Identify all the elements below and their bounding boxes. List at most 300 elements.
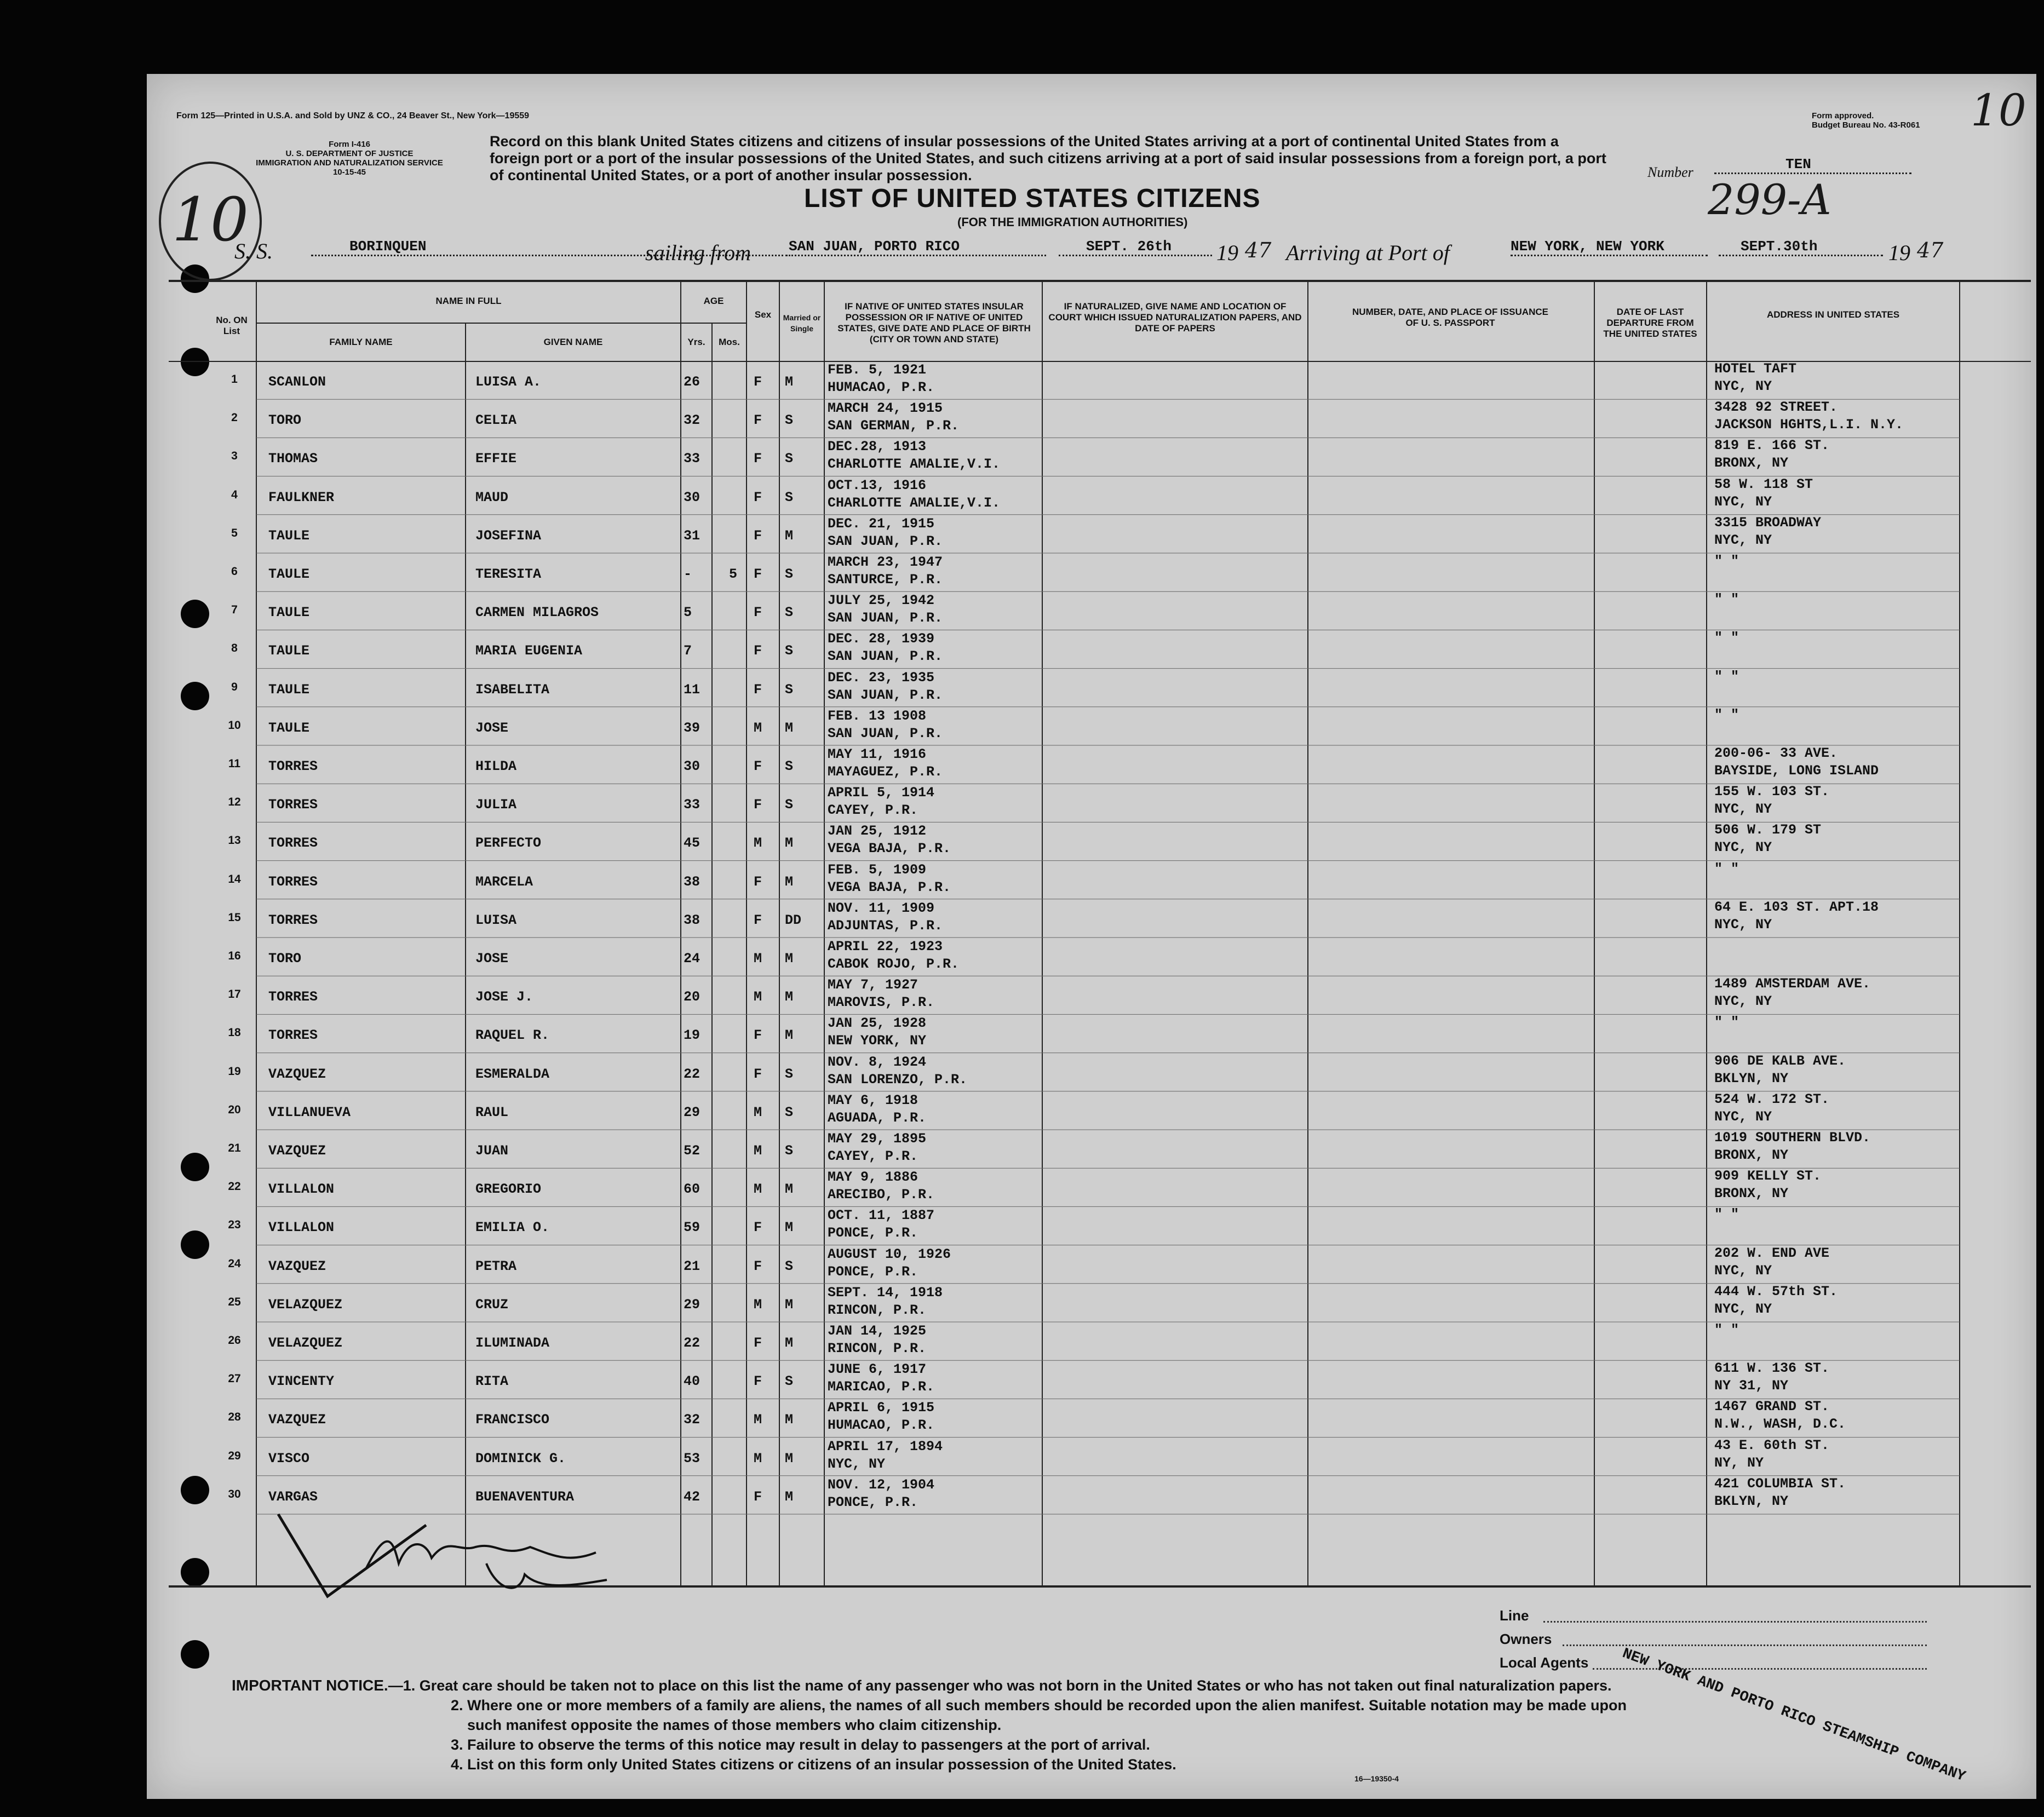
- row-number: 27: [228, 1372, 241, 1385]
- birth-place: MARICAO, P.R.: [828, 1379, 935, 1395]
- row-number: 17: [228, 988, 241, 1001]
- age-years: 45: [684, 835, 701, 852]
- address-line1: 43 E. 60th ST.: [1714, 1437, 1830, 1453]
- row-number: 21: [228, 1142, 241, 1154]
- marital-status: DD: [785, 912, 802, 928]
- address-line2: BRONX, NY: [1714, 1186, 1789, 1202]
- age-years: 26: [684, 374, 701, 390]
- address-line1: " ": [1714, 1322, 1739, 1338]
- given-name: CRUZ: [475, 1296, 509, 1313]
- given-name: RAUL: [475, 1104, 509, 1120]
- birth-date: APRIL 17, 1894: [828, 1438, 943, 1454]
- notice-3: 3. Failure to observe the terms of this notice may result in delay to passengers at the port of arrival.: [451, 1737, 1150, 1753]
- signature-mark: [267, 1503, 640, 1613]
- row-number: 5: [231, 526, 238, 539]
- birth-place: VEGA BAJA, P.R.: [828, 841, 951, 857]
- sex: M: [754, 989, 762, 1005]
- birth-place: PONCE, P.R.: [828, 1263, 918, 1280]
- address-line1: " ": [1714, 1014, 1739, 1031]
- address-line1: 202 W. END AVE: [1714, 1245, 1830, 1261]
- family-name: TAULE: [268, 605, 310, 621]
- address-line2: NYC, NY: [1714, 1301, 1772, 1317]
- col-mos: Mos.: [719, 337, 740, 347]
- row-number: 13: [228, 834, 241, 847]
- age-years: 32: [684, 1412, 701, 1428]
- given-name: JULIA: [475, 797, 517, 813]
- row-number: 4: [231, 488, 238, 501]
- sex: M: [754, 720, 762, 736]
- col-address: ADDRESS IN UNITED STATES: [1766, 309, 1900, 320]
- birth-place: HUMACAO, P.R.: [828, 1417, 935, 1434]
- marital-status: S: [785, 643, 794, 659]
- marital-status: M: [785, 1027, 794, 1044]
- age-years: 38: [684, 912, 701, 928]
- birth-date: JAN 14, 1925: [828, 1323, 927, 1339]
- row-number: 25: [228, 1295, 241, 1308]
- given-name: JUAN: [475, 1143, 509, 1159]
- given-name: GREGORIO: [475, 1181, 542, 1198]
- address-line1: HOTEL TAFT: [1714, 361, 1797, 377]
- given-name: TERESITA: [475, 566, 542, 582]
- table-row: [147, 976, 2036, 1016]
- row-number: 10: [228, 718, 241, 732]
- family-name: VILLALON: [268, 1181, 335, 1198]
- family-name: VELAZQUEZ: [268, 1296, 343, 1313]
- age-years: 33: [684, 451, 701, 467]
- col-family-name: FAMILY NAME: [329, 337, 393, 347]
- marital-status: M: [785, 989, 794, 1005]
- marital-status: S: [785, 451, 794, 467]
- passenger-rows: [147, 361, 2036, 1580]
- address-line1: 611 W. 136 ST.: [1714, 1360, 1830, 1377]
- table-row: [147, 1130, 2036, 1170]
- birth-date: FEB. 5, 1909: [828, 861, 927, 878]
- row-number: 16: [228, 950, 241, 962]
- marital-status: M: [785, 835, 794, 852]
- address-line2: NYC, NY: [1714, 801, 1772, 818]
- col-married: Married or Single: [783, 313, 821, 333]
- address-line2: N.W., WASH, D.C.: [1714, 1416, 1846, 1433]
- family-name: VAZQUEZ: [268, 1258, 326, 1274]
- birth-date: MAY 29, 1895: [828, 1131, 927, 1147]
- marital-status: S: [785, 797, 794, 813]
- circled-mark: 10: [159, 162, 262, 281]
- address-line1: 506 W. 179 ST: [1714, 822, 1822, 838]
- sailing-from: SAN JUAN, PORTO RICO: [789, 238, 1046, 256]
- birth-place: PONCE, P.R.: [828, 1225, 918, 1241]
- address-line1: 64 E. 103 ST. APT.18: [1714, 899, 1879, 915]
- instructions-line: of continental United States, or a port of another insular possession.: [490, 167, 972, 183]
- age-years: 20: [684, 989, 701, 1005]
- table-row: [147, 630, 2036, 670]
- birth-date: MARCH 23, 1947: [828, 554, 943, 570]
- given-name: FRANCISCO: [475, 1412, 550, 1428]
- sailing-year-prefix: 19: [1216, 240, 1238, 265]
- age-years: 52: [684, 1143, 701, 1159]
- line-field: [1543, 1621, 1927, 1623]
- address-line1: 524 W. 172 ST.: [1714, 1091, 1830, 1107]
- marital-status: M: [785, 1335, 794, 1351]
- row-number: 19: [228, 1065, 241, 1078]
- sex: F: [754, 873, 762, 890]
- table-row: [147, 476, 2036, 517]
- family-name: TORRES: [268, 989, 318, 1005]
- agency-service: IMMIGRATION AND NATURALIZATION SERVICE: [256, 158, 443, 168]
- row-number: 9: [231, 680, 238, 693]
- page-title: LIST OF UNITED STATES CITIZENS: [804, 184, 1261, 213]
- given-name: ISABELITA: [475, 681, 550, 698]
- age-years: 38: [684, 873, 701, 890]
- birth-place: SAN JUAN, P.R.: [828, 610, 943, 626]
- birth-date: MAY 9, 1886: [828, 1169, 918, 1186]
- given-name: CELIA: [475, 412, 517, 429]
- sex: F: [754, 758, 762, 774]
- birth-place: MAROVIS, P.R.: [828, 994, 935, 1011]
- marital-status: M: [785, 527, 794, 544]
- col-sex: Sex: [754, 309, 772, 320]
- address-line1: 58 W. 118 ST: [1714, 476, 1813, 492]
- address-line2: BRONX, NY: [1714, 1147, 1789, 1163]
- given-name: JOSE J.: [475, 989, 533, 1005]
- marital-status: M: [785, 1488, 794, 1505]
- row-number: 2: [231, 411, 238, 424]
- sex: F: [754, 605, 762, 621]
- sex: F: [754, 566, 762, 582]
- marital-status: M: [785, 1220, 794, 1236]
- age-years: 11: [684, 681, 701, 698]
- row-number: 7: [231, 603, 238, 617]
- birth-date: APRIL 6, 1915: [828, 1400, 935, 1416]
- marital-status: S: [785, 605, 794, 621]
- sailing-date: SEPT. 26th: [1059, 238, 1212, 256]
- family-name: VAZQUEZ: [268, 1066, 326, 1082]
- given-name: MARIA EUGENIA: [475, 643, 583, 659]
- table-row: [147, 784, 2036, 824]
- number-handwritten: 299-A: [1708, 175, 1831, 224]
- address-line1: 906 DE KALB AVE.: [1714, 1053, 1846, 1069]
- notice-heading: IMPORTANT NOTICE.: [232, 1677, 388, 1694]
- address-line1: 3428 92 STREET.: [1714, 399, 1838, 416]
- marital-status: M: [785, 873, 794, 890]
- given-name: ILUMINADA: [475, 1335, 550, 1351]
- address-line1: " ": [1714, 1206, 1739, 1223]
- ss-label: S. S.: [234, 239, 273, 263]
- marital-status: M: [785, 1296, 794, 1313]
- age-years: 30: [684, 489, 701, 505]
- family-name: TAULE: [268, 643, 310, 659]
- table-row: [147, 553, 2036, 594]
- birth-place: NEW YORK, NY: [828, 1033, 927, 1049]
- table-row: [147, 399, 2036, 440]
- row-number: 15: [228, 911, 241, 924]
- sex: F: [754, 489, 762, 505]
- row-number: 3: [231, 450, 238, 463]
- row-number: 23: [228, 1218, 241, 1232]
- address-line1: " ": [1714, 553, 1739, 569]
- sex: F: [754, 451, 762, 467]
- address-line1: " ": [1714, 668, 1739, 685]
- given-name: EFFIE: [475, 451, 517, 467]
- address-line1: " ": [1714, 591, 1739, 608]
- family-name: THOMAS: [268, 451, 318, 467]
- row-number: 28: [228, 1411, 241, 1424]
- given-name: RAQUEL R.: [475, 1027, 550, 1044]
- table-row: [147, 706, 2036, 748]
- address-line1: 200-06- 33 AVE.: [1714, 745, 1838, 761]
- age-years: 32: [684, 412, 701, 429]
- marital-status: M: [785, 1412, 794, 1428]
- given-name: LUISA A.: [475, 374, 542, 390]
- family-name: TORO: [268, 951, 302, 967]
- given-name: EMILIA O.: [475, 1220, 550, 1236]
- sex: F: [754, 412, 762, 429]
- ship-name: BORINQUEN: [311, 238, 788, 256]
- table-row: [147, 1322, 2036, 1362]
- table-row: [147, 860, 2036, 901]
- sex: F: [754, 527, 762, 544]
- birth-date: FEB. 5, 1921: [828, 362, 927, 378]
- marital-status: S: [785, 1104, 794, 1120]
- notice-1: —1. Great care should be taken not to place on this list the name of any passenger who was not born in the United States or who has not taken out final naturalization papers.: [388, 1677, 1612, 1694]
- age-years: 30: [684, 758, 701, 774]
- given-name: BUENAVENTURA: [475, 1488, 575, 1505]
- given-name: JOSE: [475, 951, 509, 967]
- company-stamp: NEW YORK AND PORTO RICO STEAMSHIP COMPANY: [1620, 1646, 1968, 1786]
- address-line2: NYC, NY: [1714, 1108, 1772, 1125]
- table-row: [147, 1206, 2036, 1247]
- birth-place: NYC, NY: [828, 1456, 886, 1472]
- marital-status: S: [785, 412, 794, 429]
- address-line2: NYC, NY: [1714, 916, 1772, 933]
- table-row: [147, 1091, 2036, 1132]
- given-name: LUISA: [475, 912, 517, 928]
- arriving-year-prefix: 19: [1888, 240, 1910, 265]
- table-row: [147, 1245, 2036, 1286]
- age-years: 31: [684, 527, 701, 544]
- given-name: CARMEN MILAGROS: [475, 605, 599, 621]
- address-line2: NYC, NY: [1714, 532, 1772, 548]
- address-line2: NYC, NY: [1714, 993, 1772, 1010]
- sex: M: [754, 1412, 762, 1428]
- notice-2b: such manifest opposite the names of those members who claim citizenship.: [467, 1717, 1002, 1733]
- birth-place: RINCON, P.R.: [828, 1302, 927, 1318]
- birth-date: AUGUST 10, 1926: [828, 1246, 951, 1262]
- birth-place: MAYAGUEZ, P.R.: [828, 764, 943, 780]
- family-name: SCANLON: [268, 374, 326, 390]
- family-name: TAULE: [268, 681, 310, 698]
- age-years: 59: [684, 1220, 701, 1236]
- age-years: 22: [684, 1335, 701, 1351]
- important-notice: [232, 1676, 1940, 1774]
- arriving-date: SEPT.30th: [1719, 238, 1883, 256]
- sex: M: [754, 1450, 762, 1467]
- birth-date: JAN 25, 1928: [828, 1015, 927, 1032]
- address-line2: BKLYN, NY: [1714, 1493, 1789, 1509]
- birth-place: CHARLOTTE AMALIE,V.I.: [828, 456, 1001, 473]
- family-name: FAULKNER: [268, 489, 335, 505]
- owners-label: Owners: [1500, 1631, 1552, 1647]
- agency-date: 10-15-45: [332, 168, 366, 177]
- birth-place: CABOK ROJO, P.R.: [828, 956, 960, 972]
- birth-date: DEC. 28, 1939: [828, 631, 935, 647]
- address-line2: NYC, NY: [1714, 1262, 1772, 1279]
- given-name: ESMERALDA: [475, 1066, 550, 1082]
- family-name: TAULE: [268, 527, 310, 544]
- row-number: 11: [228, 757, 241, 770]
- approval-line: Budget Bureau No. 43-R061: [1812, 120, 1920, 130]
- birth-place: SAN JUAN, P.R.: [828, 648, 943, 665]
- sex: M: [754, 1181, 762, 1198]
- table-row: [147, 745, 2036, 786]
- page-mark: 10: [1971, 85, 2026, 136]
- birth-place: ADJUNTAS, P.R.: [828, 917, 943, 934]
- sailing-from-label: sailing from: [645, 240, 751, 265]
- birth-place: CHARLOTTE AMALIE,V.I.: [828, 495, 1001, 511]
- sex: M: [754, 951, 762, 967]
- address-line1: 819 E. 166 ST.: [1714, 438, 1830, 454]
- birth-date: OCT. 11, 1887: [828, 1208, 935, 1224]
- number-value: TEN: [1714, 156, 1911, 174]
- age-years: 29: [684, 1296, 701, 1313]
- given-name: RITA: [475, 1373, 509, 1390]
- sex: M: [754, 835, 762, 852]
- birth-place: RINCON, P.R.: [828, 1341, 927, 1356]
- address-line1: 909 KELLY ST.: [1714, 1168, 1822, 1185]
- arriving-year: 47: [1917, 238, 1944, 262]
- manifest-sheet: [147, 74, 2036, 1799]
- number-label: Number: [1647, 164, 1693, 180]
- row-number: 20: [228, 1103, 241, 1116]
- given-name: HILDA: [475, 758, 517, 774]
- table-row: [147, 899, 2036, 940]
- sex: F: [754, 1373, 762, 1390]
- family-name: VINCENTY: [268, 1373, 335, 1390]
- address-line1: " ": [1714, 706, 1739, 723]
- birth-date: JAN 25, 1912: [828, 823, 927, 840]
- given-name: DOMINICK G.: [475, 1450, 566, 1467]
- table-row: [147, 1399, 2036, 1439]
- row-number: 18: [228, 1026, 241, 1039]
- owners-field: [1563, 1645, 1927, 1646]
- birth-date: MAY 7, 1927: [828, 977, 918, 993]
- age-years: 60: [684, 1181, 701, 1198]
- birth-place: ARECIBO, P.R.: [828, 1187, 935, 1203]
- col-age: AGE: [703, 296, 724, 306]
- family-name: TORRES: [268, 797, 318, 813]
- address-line2: NY 31, NY: [1714, 1378, 1789, 1394]
- birth-date: FEB. 13 1908: [828, 708, 927, 724]
- marital-status: S: [785, 489, 794, 505]
- table-row: [147, 822, 2036, 863]
- row-number: 1: [231, 373, 238, 386]
- marital-status: S: [785, 1373, 794, 1390]
- age-years: -: [684, 566, 692, 582]
- family-name: VAZQUEZ: [268, 1412, 326, 1428]
- col-birth: IF NATIVE OF UNITED STATES INSULAR POSSESSION OR IF NATIVE OF UNITED STATES, GIVE DATE AND PLACE OF BIRTH (CITY OR TOWN AND STATE): [837, 301, 1031, 344]
- page-subtitle: (FOR THE IMMIGRATION AUTHORITIES): [957, 215, 1188, 229]
- table-row: [147, 1283, 2036, 1324]
- arriving-label: Arriving at Port of: [1286, 240, 1450, 265]
- age-years: 7: [684, 643, 692, 659]
- birth-date: JUNE 6, 1917: [828, 1361, 927, 1378]
- age-years: 21: [684, 1258, 701, 1274]
- row-number: 22: [228, 1180, 241, 1193]
- table-row: [147, 1168, 2036, 1209]
- birth-place: CAYEY, P.R.: [828, 1148, 918, 1164]
- given-name: PERFECTO: [475, 835, 542, 852]
- birth-date: NOV. 11, 1909: [828, 900, 935, 916]
- row-number: 12: [228, 796, 241, 809]
- table-row: [147, 361, 2036, 401]
- sex: M: [754, 1143, 762, 1159]
- birth-date: NOV. 12, 1904: [828, 1476, 935, 1493]
- birth-date: JULY 25, 1942: [828, 593, 935, 609]
- family-name: VILLALON: [268, 1220, 335, 1236]
- family-name: VELAZQUEZ: [268, 1335, 343, 1351]
- given-name: MARCELA: [475, 873, 533, 890]
- marital-status: S: [785, 1258, 794, 1274]
- family-name: TORRES: [268, 835, 318, 852]
- given-name: JOSE: [475, 720, 509, 736]
- address-line2: BAYSIDE, LONG ISLAND: [1714, 763, 1879, 779]
- age-years: 29: [684, 1104, 701, 1120]
- birth-place: VEGA BAJA, P.R.: [828, 879, 951, 895]
- table-row: [147, 668, 2036, 709]
- birth-place: SAN LORENZO, P.R.: [828, 1071, 968, 1088]
- birth-place: AGUADA, P.R.: [828, 1109, 927, 1126]
- family-name: VISCO: [268, 1450, 310, 1467]
- col-naturalized: IF NATURALIZED, GIVE NAME AND LOCATION OF COURT WHICH ISSUED NATURALIZATION PAPERS, AND DATE OF PAPERS: [1048, 301, 1302, 334]
- row-number: 14: [228, 872, 241, 886]
- age-years: 39: [684, 720, 701, 736]
- notice-2a: 2. Where one or more members of a family are aliens, the names of all such members should be recorded upon the alien manifest. Suitable notation may be made upon: [451, 1697, 1627, 1714]
- age-years: 24: [684, 951, 701, 967]
- bottom-code: 16—19350-4: [1354, 1774, 1399, 1783]
- address-line1: 1467 GRAND ST.: [1714, 1399, 1830, 1415]
- birth-date: NOV. 8, 1924: [828, 1054, 927, 1070]
- family-name: VILLANUEVA: [268, 1104, 351, 1120]
- address-line1: 444 W. 57th ST.: [1714, 1283, 1838, 1300]
- address-line2: NY, NY: [1714, 1454, 1764, 1471]
- marital-status: S: [785, 1143, 794, 1159]
- address-line1: 1489 AMSTERDAM AVE.: [1714, 976, 1871, 992]
- age-years: 53: [684, 1450, 701, 1467]
- address-line2: NYC, NY: [1714, 840, 1772, 856]
- sex: F: [754, 1066, 762, 1082]
- agency-dept: U. S. DEPARTMENT OF JUSTICE: [285, 149, 414, 158]
- table-row: [147, 1053, 2036, 1094]
- table-row: [147, 941, 2036, 978]
- birth-date: DEC.28, 1913: [828, 439, 927, 455]
- marital-status: M: [785, 1450, 794, 1467]
- row-number: 24: [228, 1257, 241, 1270]
- sex: F: [754, 681, 762, 698]
- birth-date: DEC. 23, 1935: [828, 669, 935, 686]
- printer-line: Form 125—Printed in U.S.A. and Sold by UNZ & CO., 24 Beaver St., New York—19559: [176, 111, 530, 120]
- marital-status: S: [785, 758, 794, 774]
- marital-status: S: [785, 566, 794, 582]
- sex: F: [754, 1258, 762, 1274]
- address-line2: BKLYN, NY: [1714, 1070, 1789, 1086]
- sex: F: [754, 1335, 762, 1351]
- marital-status: M: [785, 951, 794, 967]
- col-no-on-list: No. ON List: [216, 315, 248, 336]
- row-number: 30: [228, 1487, 241, 1500]
- approval-line: Form approved.: [1812, 111, 1874, 120]
- row-number: 8: [231, 642, 238, 655]
- family-name: VARGAS: [268, 1488, 318, 1505]
- age-years: 42: [684, 1488, 701, 1505]
